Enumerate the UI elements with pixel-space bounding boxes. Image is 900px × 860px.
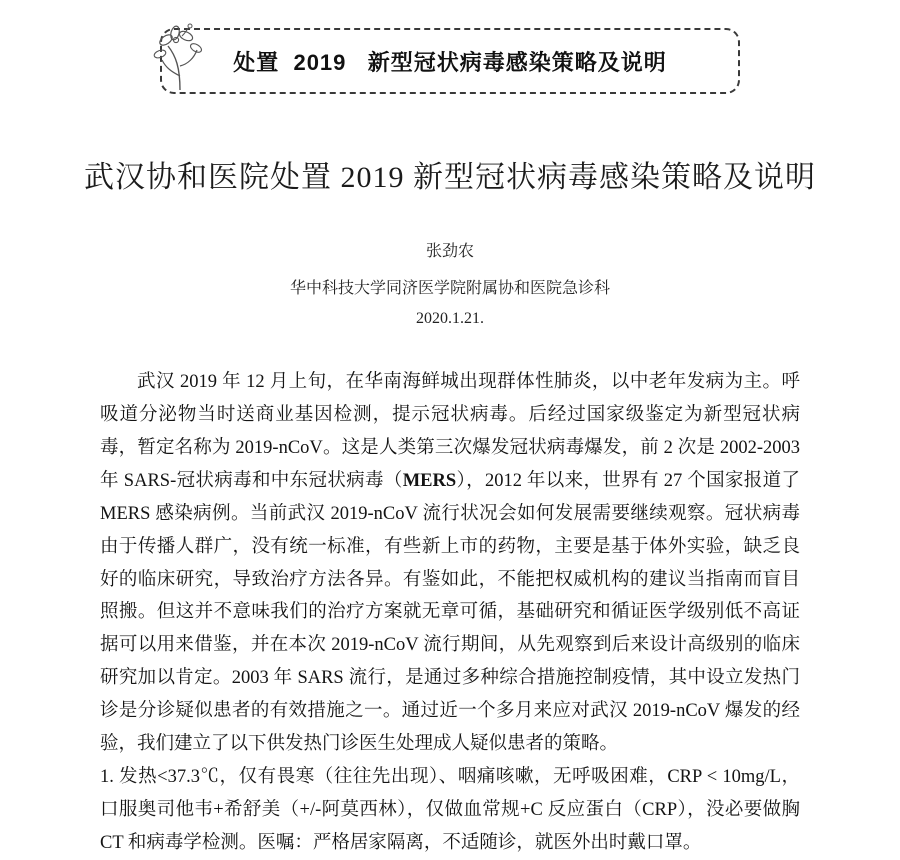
header-banner bbox=[160, 28, 740, 94]
body-text-run: ），2012 年以来，世界有 27 个国家报道了 MERS 感染病例。当前武汉 2019-nCoV 流行状况会如何发展需要继续观察。冠状病毒由于传播人群广，没有统一标准，有些新上市的药物，主要是基于体外实验，缺乏良好的临床研究，导致治疗方法各异。有鉴如此，不能把权威机构的建议当指南而盲目照搬。但这并不意味我们的治疗方案就无章可循，基础研究和循证医学级别低不高证据可以用来借鉴，并在本次 2019-nCoV 流行期间，从先观察到后来设计高级别的临床研究加以肯定。2003 年 SARS 流行，是通过多种综合措施控制疫情，其中设立发热门诊是分诊疑似患者的有效措施之一。通过近一个多月来应对武汉 2019-nCoV 爆发的经验，我们建立了以下供发热门诊医生处理成人疑似患者的策略。 bbox=[100, 470, 800, 755]
paragraph-1 bbox=[100, 366, 800, 761]
body-text-run: 武汉 2019 年 12 月上旬，在华南海鲜城出现群体性肺炎，以中老年发病为主。呼吸道分泌物当时送商业基因检测，提示冠状病毒。后经过国家级鉴定为新型冠状病毒，暂定名称为 2019-nCoV。这是人类第三次爆发冠状病毒爆发，前 2 次是 2002-2003 年 SARS-冠状病毒和中东冠状病毒（ bbox=[100, 372, 800, 491]
document-body bbox=[100, 366, 800, 860]
author-name: 张劲农 bbox=[425, 243, 474, 260]
paragraph-2 bbox=[100, 761, 800, 860]
document-date: 2020.1.21. bbox=[416, 310, 484, 327]
document-page bbox=[0, 28, 900, 853]
page-title: 武汉协和医院处置 2019 新型冠状病毒感染策略及说明 bbox=[84, 161, 816, 194]
body-text-run: 1. 发热<37.3℃，仅有畏寒（往往先出现）、咽痛咳嗽，无呼吸困难，CRP < 10mg/L，口服奥司他韦+希舒美（+/-阿莫西林），仅做血常规+C 反应蛋白（CRP），没必要做胸 CT 和病毒学检测。医嘱：严格居家隔离，不适随诊，就医外出时戴口罩。 bbox=[100, 767, 800, 853]
author-affiliation: 华中科技大学同济医学院附属协和医院急诊科 bbox=[289, 280, 610, 297]
emphasis-text: MERS bbox=[402, 470, 457, 491]
banner-title: 处置 2019 新型冠状病毒感染策略及说明 bbox=[233, 49, 667, 75]
